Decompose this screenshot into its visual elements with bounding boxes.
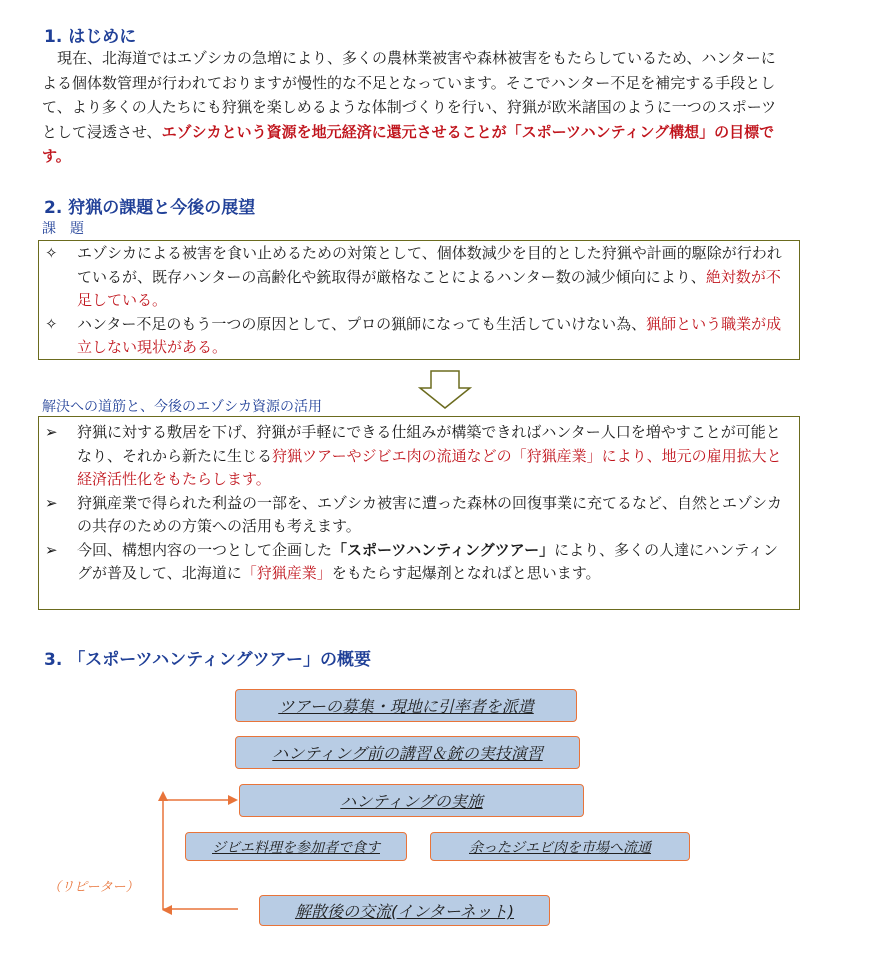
issues-label: 課 題 xyxy=(42,221,84,237)
solution-highlight: 「狩猟産業」 xyxy=(241,564,332,582)
section2-heading: 2. 狩猟の課題と今後の展望 xyxy=(44,198,256,218)
solution-highlight: 狩猟ツアーやジビエ肉の流通などの「狩猟産業」により、地元の雇用拡大と経済活性化をもたらします。 xyxy=(77,446,782,488)
issues-box xyxy=(38,240,800,360)
repeater-label: （リピーター） xyxy=(48,880,139,895)
arrow-bullet-icon: ➢ xyxy=(45,423,58,441)
flow-step-distribute-meat: 余ったジエビ肉を市場へ流通 xyxy=(430,832,690,861)
solution-item xyxy=(41,492,791,539)
left-arrowhead-icon xyxy=(160,904,180,916)
flow-step-exchange: 解散後の交流(インターネット) xyxy=(259,895,550,926)
flow-step-hunting: ハンティングの実施 xyxy=(239,784,584,817)
solution-text: 今回、構想内容の一つとして企画した xyxy=(77,540,333,559)
repeater-loop-arrow-icon xyxy=(150,790,245,920)
tour-name: 「スポーツハンティングツアー」 xyxy=(332,540,555,559)
solution-text: 狩猟産業で得られた利益の一部を、エゾシカ被害に遭った森林の回復事業に充てるなど、自然とエゾシカの共存のための方策への活用も考えます。 xyxy=(77,493,783,535)
section3-heading: 3. 「スポーツハンティングツアー」の概要 xyxy=(44,650,371,670)
diamond-bullet-icon: ✧ xyxy=(45,314,58,333)
arrow-bullet-icon: ➢ xyxy=(45,493,58,512)
solution-item xyxy=(41,421,791,492)
diamond-bullet-icon: ✧ xyxy=(45,244,58,262)
solutions-label: 解決への道筋と、今後のエゾシカ資源の活用 xyxy=(42,399,322,415)
section1-paragraph xyxy=(42,46,782,169)
flow-step-training: ハンティング前の講習＆銃の実技演習 xyxy=(235,736,580,769)
solution-item xyxy=(41,539,791,586)
solutions-box xyxy=(38,416,800,610)
issue-highlight: 絶対数が不足している。 xyxy=(77,267,781,309)
section1-text: 現在、北海道ではエゾシカの急増により、多くの農林業被害や森林被害をもたらしているため、ハンターによる個体数管理が行われておりますが慢性的な不足となっています。そこでハンター不足を補完する手段として、より多くの人たちにも狩猟を楽しめるような体制づくりを行い、狩猟が欧米諸国のように一つのスポーツとして浸透させ、 xyxy=(42,49,777,141)
section1-heading: 1. はじめに xyxy=(44,27,137,47)
issue-text: ハンター不足のもう一つの原因として、プロの猟師になっても生活していけない為、 xyxy=(77,314,647,333)
section1-goal-highlight: エゾシカという資源を地元経済に還元させることが「スポーツハンティング構想」の目標です。 xyxy=(42,122,775,165)
issue-highlight: 猟師という職業が成立しない現状がある。 xyxy=(77,314,782,356)
solution-text: により、多くの人達にハンティングが普及して、北海道に xyxy=(77,540,778,582)
issue-item xyxy=(41,313,791,360)
issue-text: エゾシカによる被害を食い止めるための対策として、個体数減少を目的とした狩猟や計画的駆除が行われているが、既存ハンターの高齢化や銃取得が厳格なことによるハンター数の減少傾向により、 xyxy=(77,244,782,286)
flow-step-recruit: ツアーの募集・現地に引率者を派遣 xyxy=(235,689,577,722)
solution-text: 狩猟に対する敷居を下げ、狩猟が手軽にできる仕組みが構築できればハンター人口を増やすことが可能となり、それから新たに生じる xyxy=(77,423,781,465)
issue-item xyxy=(41,242,791,313)
flow-step-eat-gibier: ジビエ料理を参加者で食す xyxy=(185,832,407,861)
arrow-bullet-icon: ➢ xyxy=(45,540,58,559)
solution-text: をもたらす起爆剤となればと思います。 xyxy=(331,564,601,582)
down-arrow-icon xyxy=(418,370,472,410)
